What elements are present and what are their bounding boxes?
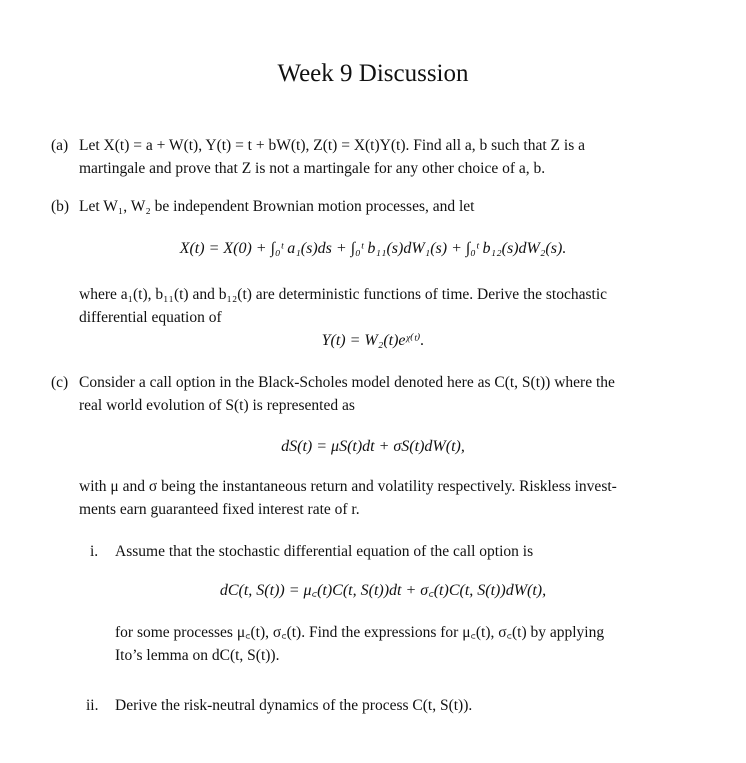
subpart-ii-text: Derive the risk-neutral dynamics of the process C(t, S(t)). [115,697,473,714]
part-b-equation-y: Y(t) = W₂(t)eᵡ⁽ᵗ⁾. [321,332,425,349]
subpart-i-text [115,621,693,667]
part-c-after-line-2: ments earn guaranteed fixed interest rate of r. [79,501,360,518]
page-title: Week 9 Discussion [277,60,469,87]
part-c-equation-ds: dS(t) = μS(t)dt + σS(t)dW(t), [281,438,465,455]
part-a-line-1: Let X(t) = a + W(t), Y(t) = t + bW(t), Z(t) = X(t)Y(t). Find all a, b such that Z is a [79,137,585,154]
part-b-intro: Let W₁, W₂ be independent Brownian motion processes, and let [79,198,475,215]
part-b-after [51,283,693,329]
part-b-line-1: where a₁(t), b₁₁(t) and b₁₂(t) are deterministic functions of time. Derive the stochastic [79,286,607,303]
part-c-line-1: Consider a call option in the Black-Scholes model denoted here as C(t, S(t)) where the [79,374,615,391]
subpart-i-line-2: Ito’s lemma on dC(t, S(t)). [115,647,280,664]
part-c-tag: (c) [51,374,69,391]
subpart-i-intro: Assume that the stochastic differential equation of the call option is [115,543,534,560]
subpart-i [90,540,693,563]
part-c-text [79,371,693,417]
part-b-line-2: differential equation of [79,309,222,326]
part-b-text [79,283,693,329]
part-c-after-line-1: with μ and σ being the instantaneous return and volatility respectively. Riskless invest- [79,478,617,495]
subpart-ii [86,694,693,717]
part-a-line-2: martingale and prove that Z is not a martingale for any other choice of a, b. [79,160,546,177]
subpart-ii-tag: ii. [86,697,99,714]
part-b-tag: (b) [51,198,70,215]
part-a-text [79,134,693,180]
subpart-i-equation: dC(t, S(t)) = μ꜀(t)C(t, S(t))dt + σ꜀(t)C(t, S(t))dW(t), [219,582,547,599]
subpart-i-tag: i. [90,543,99,560]
part-c [51,371,693,417]
part-c-after [51,475,693,521]
part-c-line-2: real world evolution of S(t) is represented as [79,397,355,414]
subpart-i-line-1: for some processes μ꜀(t), σ꜀(t). Find the expressions for μ꜀(t), σ꜀(t) by applying [115,624,605,641]
part-c-after-text [79,475,693,521]
part-a [51,134,693,180]
part-b-equation-x: X(t) = X(0) + ∫₀ᵗ a₁(s)ds + ∫₀ᵗ b₁₁(s)dW₁(s) + ∫₀ᵗ b₁₂(s)dW₂(s). [179,240,567,257]
part-b [51,195,693,218]
part-a-tag: (a) [51,137,69,154]
subpart-i-after [90,621,693,667]
